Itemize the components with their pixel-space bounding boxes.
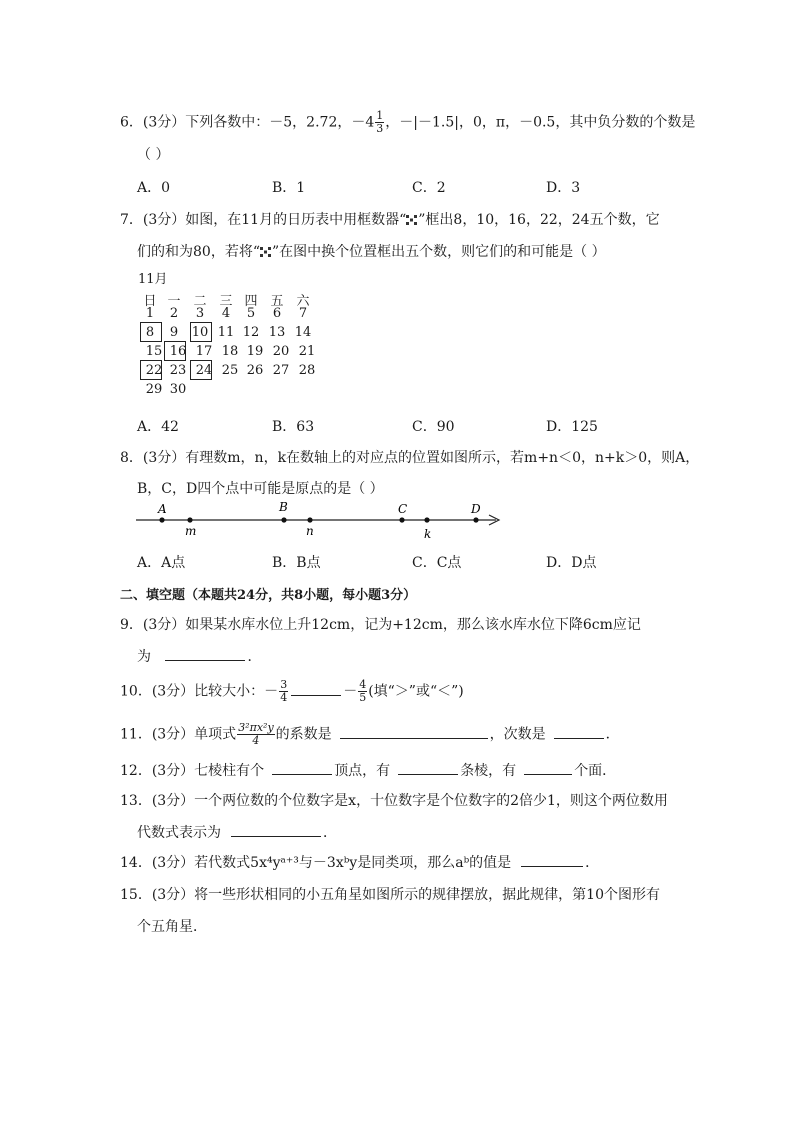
label-c: C <box>398 502 408 516</box>
q8-option-c[interactable]: C．C点 <box>412 555 462 571</box>
q10-f2-num: 4 <box>359 678 367 691</box>
q13-end: ． <box>323 825 337 841</box>
q7-option-a[interactable]: A．42 <box>137 419 179 435</box>
calendar-figure <box>138 268 328 400</box>
q6-frac-den: 3 <box>376 122 384 135</box>
q12-text-3: 条棱，有 <box>460 763 517 779</box>
q9-line2: 为 ． <box>137 646 261 666</box>
q13-line2-text: 代数式表示为 <box>137 825 221 841</box>
calendar-day: 29 <box>145 382 163 397</box>
q7-line1-pre: 7．(3分）如图，在11月的日历表中用框数器“ <box>120 212 407 228</box>
calendar-weekday: 日 <box>143 294 157 309</box>
q15-stem-line2: 个五角星． <box>137 919 207 935</box>
calendar-day: 9 <box>169 325 179 340</box>
calendar-weekday: 五 <box>270 294 284 309</box>
q12-edges-blank[interactable] <box>398 760 458 775</box>
calendar-day: 30 <box>169 382 187 397</box>
q12-text-4: 个面． <box>574 763 617 779</box>
q14-end: ． <box>585 855 600 871</box>
calendar-weekday: 四 <box>244 294 258 309</box>
q11-degree-blank[interactable] <box>554 724 604 739</box>
q6-option-d[interactable]: D．3 <box>546 180 581 196</box>
label-d: D <box>471 502 481 516</box>
q11-mid: 的系数是 <box>275 726 332 743</box>
point-b <box>281 517 286 522</box>
calendar-day: 21 <box>298 344 316 359</box>
q6-paren: （ ） <box>137 147 170 163</box>
q14-text: 14．(3分）若代数式5x⁴yᵃ⁺³与－3xᵇy是同类项，那么aᵇ的值是 <box>120 855 512 871</box>
calendar-day: 22 <box>145 363 163 378</box>
q10-mid: － <box>343 683 358 700</box>
calendar-day: 24 <box>195 363 213 378</box>
calendar-day: 20 <box>272 344 290 359</box>
calendar-day: 7 <box>298 306 308 321</box>
q11-stem <box>120 722 620 747</box>
q7-stem-line2 <box>137 241 606 261</box>
calendar-frame-box <box>140 322 162 342</box>
calendar-weekday: 三 <box>219 294 233 309</box>
q8-option-d[interactable]: D．D点 <box>546 555 597 571</box>
q6-option-a[interactable]: A．0 <box>137 180 171 196</box>
number-line <box>134 498 506 544</box>
label-b: B <box>279 500 288 514</box>
calendar-day: 15 <box>145 344 163 359</box>
q6-stem-pre: 6．(3分）下列各数中：－5，2.72，－4 <box>120 114 375 131</box>
q6-stem-post: ，－|－1.5|，0，π，－0.5，其中负分数的个数是 <box>385 114 696 131</box>
q11-fraction <box>237 722 274 747</box>
q7-option-d[interactable]: D．125 <box>546 419 598 435</box>
q6-option-c[interactable]: C．2 <box>412 180 446 196</box>
calendar-day: 6 <box>272 306 282 321</box>
q12-text-1: 12．(3分）七棱柱有个 <box>120 763 265 779</box>
q6-fraction <box>375 110 384 135</box>
label-m: m <box>185 524 197 538</box>
q13-line2 <box>137 822 337 842</box>
q7-line1-post: ”框出8，10，16，22，24五个数，它 <box>418 212 660 228</box>
q10-answer-blank[interactable] <box>291 681 341 696</box>
q8-option-a[interactable]: A．A点 <box>137 555 186 571</box>
q9-line2-text: 为 <box>137 649 151 665</box>
calendar-day: 2 <box>169 306 179 321</box>
point-a <box>159 517 164 522</box>
q12-stem <box>120 760 616 780</box>
calendar-day: 10 <box>191 325 209 340</box>
q11-frac-num: 3²πx²y <box>238 721 274 734</box>
calendar-day: 3 <box>195 306 205 321</box>
q9-stem: 9．(3分）如果某水库水位上升12cm，记为+12cm，那么该水库水位下降6cm应记 <box>120 617 641 633</box>
q14-answer-blank[interactable] <box>521 852 583 867</box>
q10-pre: 10．(3分）比较大小：－ <box>120 683 279 700</box>
point-n <box>307 517 312 522</box>
q13-answer-blank[interactable] <box>231 822 321 837</box>
calendar-day: 16 <box>169 344 187 359</box>
q15-stem-line1: 15．(3分）将一些形状相同的小五角星如图所示的规律摆放，据此规律，第10个图形有 <box>120 887 660 903</box>
q6-stem <box>120 110 695 135</box>
calendar-weekday: 一 <box>167 294 181 309</box>
q8-stem-line1: 8．(3分）有理数m，n，k在数轴上的对应点的位置如图所示，若m+n＜0，n+k＞0，则A， <box>120 450 700 466</box>
calendar-frame-box <box>164 341 186 361</box>
calendar-day: 5 <box>246 306 256 321</box>
calendar-day: 28 <box>298 363 316 378</box>
q10-post: (填“＞”或“＜”) <box>368 683 464 700</box>
q7-option-b[interactable]: B．63 <box>272 419 315 435</box>
point-d <box>473 517 478 522</box>
calendar-day: 19 <box>246 344 264 359</box>
label-k: k <box>424 527 432 541</box>
q11-coefficient-blank[interactable] <box>340 724 488 739</box>
q12-text-2: 顶点，有 <box>334 763 391 779</box>
calendar-month: 11月 <box>138 272 168 287</box>
q10-stem <box>120 679 464 704</box>
calendar-frame-box <box>190 360 212 380</box>
q10-f2-den: 5 <box>359 691 367 704</box>
label-a: A <box>158 502 167 516</box>
calendar-day: 14 <box>294 325 312 340</box>
calendar-day: 4 <box>221 306 231 321</box>
q12-faces-blank[interactable] <box>524 760 572 775</box>
q7-stem-line1 <box>120 209 660 229</box>
q11-frac-den: 4 <box>252 734 260 747</box>
q13-stem-line1: 13．(3分）一个两位数的个位数字是x，十位数字是个位数字的2倍少1，则这个两位数用 <box>120 793 668 809</box>
calendar-day: 13 <box>268 325 286 340</box>
q12-vertices-blank[interactable] <box>272 760 332 775</box>
q8-option-b[interactable]: B．B点 <box>272 555 321 571</box>
q8-stem-line2: B，C，D四个点中可能是原点的是（ ） <box>137 481 384 497</box>
calendar-day: 26 <box>246 363 264 378</box>
point-c <box>399 517 404 522</box>
q11-mid2: ，次数是 <box>489 726 546 743</box>
calendar-frame-box <box>140 360 162 380</box>
frame-counter-icon <box>406 215 418 225</box>
calendar-day: 8 <box>145 325 155 340</box>
calendar-day: 17 <box>195 344 213 359</box>
q10-f1-num: 3 <box>280 678 288 691</box>
calendar-frame-box <box>190 322 212 342</box>
label-n: n <box>306 524 314 538</box>
q10-fraction-1 <box>279 679 288 704</box>
q9-answer-blank[interactable] <box>165 646 245 661</box>
frame-counter-icon <box>260 247 272 257</box>
calendar-day: 27 <box>272 363 290 378</box>
point-m <box>187 517 192 522</box>
calendar-day: 11 <box>217 325 235 340</box>
q7-line2-post: ”在图中换个位置框出五个数，则它们的和可能是（ ） <box>271 244 606 260</box>
q6-frac-num: 1 <box>376 109 384 122</box>
q6-option-b[interactable]: B．1 <box>272 180 306 196</box>
calendar-day: 1 <box>145 306 155 321</box>
q14-stem <box>120 852 599 872</box>
calendar-day: 12 <box>242 325 260 340</box>
q10-fraction-2 <box>358 679 367 704</box>
point-k <box>424 517 429 522</box>
q7-line2-pre: 们的和为80，若将“ <box>137 244 260 260</box>
calendar-day: 23 <box>169 363 187 378</box>
q10-f1-den: 4 <box>280 691 288 704</box>
calendar-weekday: 六 <box>296 294 310 309</box>
q11-end: ． <box>605 726 620 743</box>
q11-pre: 11．(3分）单项式 <box>120 726 237 743</box>
calendar-weekday: 二 <box>193 294 207 309</box>
calendar-day: 25 <box>221 363 239 378</box>
section-heading: 二、填空题（本题共24分，共8小题，每小题3分） <box>120 588 417 603</box>
q7-option-c[interactable]: C．90 <box>412 419 455 435</box>
calendar-day: 18 <box>221 344 239 359</box>
